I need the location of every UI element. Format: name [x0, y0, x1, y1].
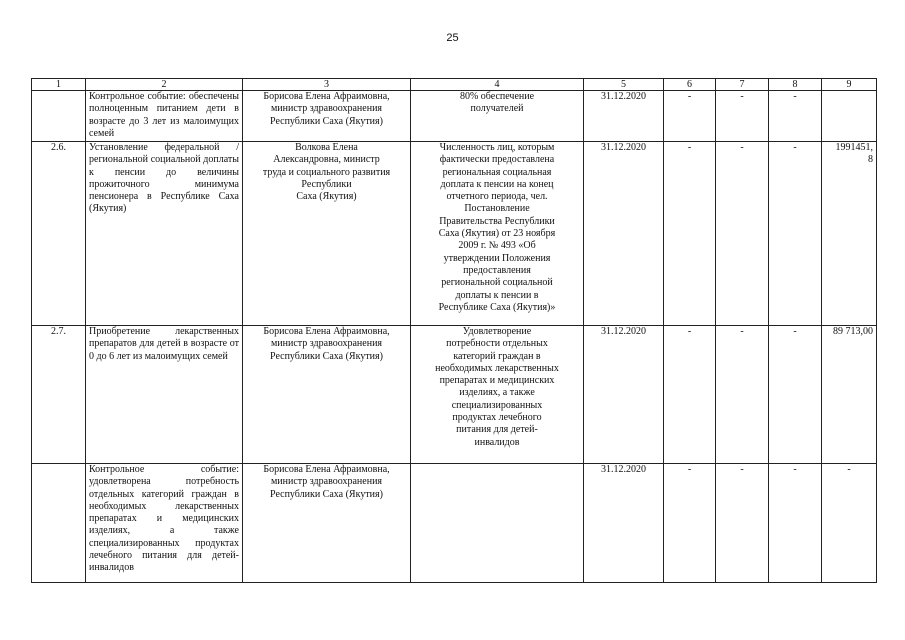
responsible-cell: Борисова Елена Афраимовна, министр здравоохранения Республики Саха (Якутия) — [243, 91, 411, 142]
col8-cell: - — [769, 91, 822, 142]
header-cell: 4 — [411, 79, 584, 91]
col8-cell: - — [769, 464, 822, 583]
col6-cell: - — [664, 91, 716, 142]
indicator-cell: Численность лиц, которым фактически предоставлена региональная социальная доплата к пенсии на конец отчетного периода, чел. Постановление Правительства Республики Саха (Якутия) от 23 ноября 2009 г. № 493 «Об утверждении Положения предоставления региональной социальной доплаты к пенсии в Республике Саха (Якутия)» — [411, 142, 584, 326]
row-number: 2.7. — [32, 326, 86, 464]
table-row — [32, 142, 877, 326]
col6-cell: - — [664, 464, 716, 583]
col6-cell: - — [664, 142, 716, 326]
indicator-cell: Удовлетворение потребности отдельных категорий граждан в необходимых лекарственных препаратах и медицинских изделиях, а также специализированных продуктах лечебного питания для детей- инвалидов — [411, 326, 584, 464]
row-number — [32, 464, 86, 583]
responsible-cell: Борисова Елена Афраимовна, министр здравоохранения Республики Саха (Якутия) — [243, 464, 411, 583]
plan-table — [31, 78, 877, 583]
header-cell: 2 — [86, 79, 243, 91]
col9-cell: 1991451, 8 — [822, 142, 877, 326]
date-cell: 31.12.2020 — [584, 464, 664, 583]
header-cell: 9 — [822, 79, 877, 91]
col8-cell: - — [769, 326, 822, 464]
col9-cell: 89 713,00 — [822, 326, 877, 464]
col7-cell: - — [716, 91, 769, 142]
responsible-cell: Борисова Елена Афраимовна, министр здравоохранения Республики Саха (Якутия) — [243, 326, 411, 464]
header-cell: 8 — [769, 79, 822, 91]
responsible-cell: Волкова Елена Александровна, министр труда и социального развития Республики Саха (Якутия) — [243, 142, 411, 326]
col9-cell — [822, 91, 877, 142]
col9-cell: - — [822, 464, 877, 583]
table-row — [32, 91, 877, 142]
date-cell: 31.12.2020 — [584, 91, 664, 142]
col7-cell: - — [716, 326, 769, 464]
date-cell: 31.12.2020 — [584, 326, 664, 464]
header-cell: 3 — [243, 79, 411, 91]
header-cell: 7 — [716, 79, 769, 91]
indicator-cell — [411, 464, 584, 583]
col7-cell: - — [716, 464, 769, 583]
table-row — [32, 326, 877, 464]
event-cell: Контрольное событие: обеспечены полноценным питанием дети в возрасте до 3 лет из малоимущих семей — [86, 91, 243, 142]
col6-cell: - — [664, 326, 716, 464]
col8-cell: - — [769, 142, 822, 326]
header-cell: 1 — [32, 79, 86, 91]
page-number: 25 — [446, 32, 459, 44]
header-cell: 6 — [664, 79, 716, 91]
row-number — [32, 91, 86, 142]
row-number: 2.6. — [32, 142, 86, 326]
table-row — [32, 464, 877, 583]
indicator-cell: 80% обеспечение получателей — [411, 91, 584, 142]
event-cell: Приобретение лекарственных препаратов для детей в возрасте от 0 до 6 лет из малоимущих семей — [86, 326, 243, 464]
header-row — [32, 79, 877, 91]
event-cell: Установление федеральной / региональной социальной доплаты к пенсии до величины прожиточного минимума пенсионера в Республике Саха (Якутия) — [86, 142, 243, 326]
event-cell: Контрольное событие: удовлетворена потребность отдельных категорий граждан в необходимых лекарственных препаратах и медицинских изделиях, а также специализированных продуктах лечебного питания для детей-инвалидов — [86, 464, 243, 583]
col7-cell: - — [716, 142, 769, 326]
header-cell: 5 — [584, 79, 664, 91]
date-cell: 31.12.2020 — [584, 142, 664, 326]
